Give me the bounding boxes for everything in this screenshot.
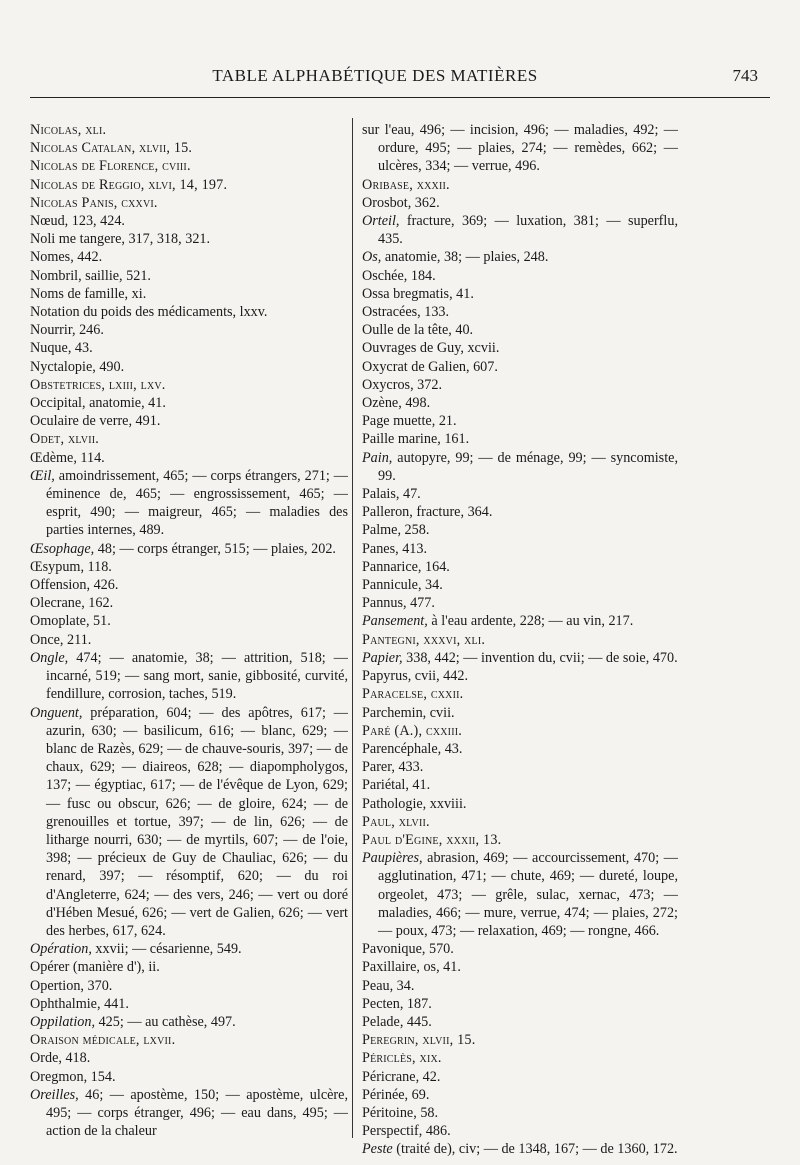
index-entry-text: Orde, 418. — [30, 1050, 91, 1067]
index-entry — [30, 303, 348, 321]
index-entry — [362, 776, 678, 794]
index-entry — [30, 1049, 348, 1067]
index-entry — [362, 667, 678, 685]
index-entry-head: Orteil, — [362, 213, 400, 230]
index-entry-text: Nomes, 442. — [30, 249, 103, 266]
index-entry-text: sur l'eau, 496; — incision, 496; — maladies, 492; — ordure, 495; — plaies, 274; — remèdes, 662; — ulcères, 334; — verrue, 496. — [362, 122, 678, 175]
index-entry-text: Paracelse, cxxii. — [362, 686, 464, 703]
index-entry — [30, 412, 348, 430]
index-entry — [362, 1049, 678, 1067]
index-entry — [30, 430, 348, 448]
index-entry-text: Pelade, 445. — [362, 1013, 432, 1030]
index-entry-text: Paré (A.), cxxiii. — [362, 722, 463, 739]
index-entry-text: Oribase, xxxii. — [362, 176, 450, 193]
index-entry-text: Omoplate, 51. — [30, 613, 111, 630]
index-entry-head: Œil, — [30, 467, 55, 484]
index-entry — [362, 449, 678, 485]
index-column-left — [30, 121, 348, 1140]
index-entry — [362, 1068, 678, 1086]
index-entry-text: Nicolas Panis, cxxvi. — [30, 194, 158, 211]
index-entry-text: Opérer (manière d'), ii. — [30, 959, 160, 976]
index-entry — [362, 376, 678, 394]
index-entry — [362, 303, 678, 321]
index-entry — [30, 157, 348, 175]
index-entry — [30, 467, 348, 540]
index-entry-text: Ouvrages de Guy, xcvii. — [362, 340, 500, 357]
index-entry — [362, 995, 678, 1013]
index-entry — [362, 831, 678, 849]
index-entry-text: Orosbot, 362. — [362, 194, 440, 211]
index-entry-text: Péritoine, 58. — [362, 1104, 439, 1121]
index-entry-text: Noli me tangere, 317, 318, 321. — [30, 231, 211, 248]
index-entry-head: Papier, — [362, 649, 403, 666]
index-entry-text: Nœud, 123, 424. — [30, 213, 125, 230]
index-entry-text: Parencéphale, 43. — [362, 740, 463, 757]
index-entry — [362, 521, 678, 539]
index-entry-text: Obstetrices, lxiii, lxv. — [30, 376, 166, 393]
index-entry — [362, 267, 678, 285]
index-entry — [30, 139, 348, 157]
index-entry — [362, 212, 678, 248]
index-entry-text: Paul d'Egine, xxxii, 13. — [362, 831, 502, 848]
index-entry — [362, 958, 678, 976]
index-entry — [362, 594, 678, 612]
index-entry-text: Oculaire de verre, 491. — [30, 413, 161, 430]
index-entry — [362, 394, 678, 412]
index-entry-text: Pantegni, xxxvi, xli. — [362, 631, 486, 648]
index-entry-text: Palleron, fracture, 364. — [362, 504, 493, 521]
index-entry — [362, 1140, 678, 1158]
index-entry-head: Onguent, — [30, 704, 83, 721]
index-entry-text: Pecten, 187. — [362, 995, 432, 1012]
index-entry-text: Palme, 258. — [362, 522, 430, 539]
index-entry — [362, 1031, 678, 1049]
index-entry — [362, 121, 678, 176]
index-entry-head: Opération, — [30, 941, 92, 958]
index-entry-text: Ozène, 498. — [362, 395, 431, 412]
index-entry-text: Oraison médicale, lxvii. — [30, 1032, 176, 1049]
index-entry — [362, 977, 678, 995]
index-entry-text: Palais, 47. — [362, 486, 421, 503]
index-entry — [362, 358, 678, 376]
index-entry-head: Oreilles, — [30, 1086, 79, 1103]
index-entry — [30, 449, 348, 467]
index-entry — [362, 795, 678, 813]
index-entry — [30, 121, 348, 139]
index-entry-text: Pannarice, 164. — [362, 558, 450, 575]
index-entry — [30, 631, 348, 649]
index-entry — [362, 194, 678, 212]
index-entry-text: Péricrane, 42. — [362, 1068, 441, 1085]
index-entry — [362, 176, 678, 194]
page-number: 743 — [732, 66, 758, 85]
index-entry-head: Ongle, — [30, 649, 69, 666]
index-entry — [362, 412, 678, 430]
index-entry — [30, 1013, 348, 1031]
index-entry — [30, 339, 348, 357]
index-entry-text: Panes, 413. — [362, 540, 428, 557]
index-entry-text: Nicolas de Florence, cviii. — [30, 158, 191, 175]
index-entry-text: autopyre, 99; — de ménage, 99; — syncomiste, 99. — [378, 449, 678, 484]
index-entry-head: Pain, — [362, 449, 393, 466]
index-entry — [30, 612, 348, 630]
index-entry — [30, 230, 348, 248]
index-entry-text: Perspectif, 486. — [362, 1123, 451, 1140]
index-entry-text: Offension, 426. — [30, 577, 119, 594]
index-entry-text: Olecrane, 162. — [30, 595, 114, 612]
index-entry-text: Pannicule, 34. — [362, 577, 443, 594]
index-entry — [362, 685, 678, 703]
index-entry-text: Périclès, xix. — [362, 1050, 442, 1067]
index-entry-text: Pavonique, 570. — [362, 941, 454, 958]
index-entry — [30, 394, 348, 412]
index-entry-text: Pathologie, xxviii. — [362, 795, 467, 812]
index-entry-text: Odet, xlvii. — [30, 431, 100, 448]
index-entry-text: fracture, 369; — luxation, 381; — superflu, 435. — [378, 213, 678, 248]
index-entry — [362, 631, 678, 649]
index-entry — [30, 576, 348, 594]
index-entry — [30, 704, 348, 941]
index-entry-text: Oxycros, 372. — [362, 376, 442, 393]
index-entry-text: Nyctalopie, 490. — [30, 358, 125, 375]
index-entry-head: Pansement, — [362, 613, 428, 630]
index-entry-text: Peau, 34. — [362, 977, 415, 994]
index-entry — [30, 1031, 348, 1049]
index-entry — [362, 558, 678, 576]
index-entry-head: Paupières, — [362, 850, 423, 867]
index-entry-text: Once, 211. — [30, 631, 92, 648]
index-entry-text: (traité de), civ; — de 1348, 167; — de 1360, 172. — [392, 1141, 678, 1158]
index-entry-text: 425; — au cathèse, 497. — [95, 1013, 236, 1030]
index-entry — [30, 212, 348, 230]
index-entry — [30, 267, 348, 285]
index-entry-text: Nicolas de Reggio, xlvi, 14, 197. — [30, 176, 228, 193]
index-entry-text: Paul, xlvii. — [362, 813, 430, 830]
index-entry — [30, 321, 348, 339]
index-entry-text: Nuque, 43. — [30, 340, 93, 357]
index-column-right — [362, 121, 678, 1159]
index-entry-text: Ophthalmie, 441. — [30, 995, 129, 1012]
index-entry-text: Périnée, 69. — [362, 1086, 430, 1103]
index-entry — [362, 649, 678, 667]
index-entry-text: 46; — apostème, 150; — apostème, ulcère, 495; — corps étranger, 496; — eau dans, 495; — action de la chaleur — [46, 1086, 348, 1140]
index-entry-text: 48; — corps étranger, 515; — plaies, 202. — [94, 540, 336, 557]
index-entry-text: Paille marine, 161. — [362, 431, 470, 448]
index-entry-text: Opertion, 370. — [30, 977, 113, 994]
index-entry-text: 338, 442; — invention du, cvii; — de soie, 470. — [402, 649, 678, 666]
index-entry — [30, 1068, 348, 1086]
index-entry-text: anatomie, 38; — plaies, 248. — [381, 249, 549, 266]
index-entry — [362, 339, 678, 357]
index-entry-text: xxvii; — césarienne, 549. — [91, 941, 242, 958]
index-entry — [30, 995, 348, 1013]
index-entry — [30, 558, 348, 576]
running-title: TABLE ALPHABÉTIQUE DES MATIÈRES — [212, 66, 538, 85]
index-entry — [30, 940, 348, 958]
index-entry-text: Occipital, anatomie, 41. — [30, 395, 166, 412]
index-entry — [30, 977, 348, 995]
index-entry-head: Peste — [362, 1141, 393, 1158]
index-entry-head: Oppilation, — [30, 1013, 96, 1030]
page-header — [30, 66, 770, 90]
index-entry-text: Noms de famille, xi. — [30, 285, 147, 302]
index-entry — [30, 594, 348, 612]
index-entry-text: abrasion, 469; — accourcissement, 470; — agglutination, 471; — chute, 469; — dureté, loupe, orgeolet, 473; — grêle, sulac, xernac, 473; — maladies, 466; — mure, verrue, 474; — plaies, 272; — poux, 473; — relaxation, 469; — rongne, 466. — [378, 850, 678, 939]
index-entry — [362, 1104, 678, 1122]
index-entry-text: Nombril, saillie, 521. — [30, 267, 151, 284]
index-entry-text: Ostracées, 133. — [362, 304, 450, 321]
index-entry — [30, 285, 348, 303]
index-entry — [362, 940, 678, 958]
index-entry-text: Œdème, 114. — [30, 449, 105, 466]
index-entry-text: Nicolas Catalan, xlvii, 15. — [30, 140, 193, 157]
index-entry-text: Oulle de la tête, 40. — [362, 322, 474, 339]
index-entry-text: Nourrir, 246. — [30, 322, 104, 339]
index-entry — [30, 649, 348, 704]
index-entry-text: à l'eau ardente, 228; — au vin, 217. — [427, 613, 634, 630]
index-entry — [362, 1122, 678, 1140]
index-entry-text: Ossa bregmatis, 41. — [362, 285, 474, 302]
index-entry-text: Pariétal, 41. — [362, 777, 431, 794]
header-rule — [30, 97, 770, 98]
index-entry-text: Nicolas, xli. — [30, 122, 107, 138]
index-entry-text: Oregmon, 154. — [30, 1068, 116, 1085]
index-entry-text: Oschée, 184. — [362, 267, 436, 284]
index-entry — [30, 376, 348, 394]
index-entry — [362, 612, 678, 630]
index-entry — [30, 176, 348, 194]
index-entry-text: Peregrin, xlvii, 15. — [362, 1032, 476, 1049]
index-entry-text: 474; — anatomie, 38; — attrition, 518; — incarné, 519; — sang mort, sanie, gibbosité, curvité, fendillure, corrosion, taches, 519. — [46, 649, 348, 703]
index-entry-text: Œsypum, 118. — [30, 558, 112, 575]
index-entry-text: Parchemin, cvii. — [362, 704, 455, 721]
index-entry-head: Os, — [362, 249, 382, 266]
index-entry-text: préparation, 604; — des apôtres, 617; — azurin, 630; — basilicum, 616; — blanc, 629; — blanc de Razès, 629; — de chauve-souris, 397; — de chaux, 629; — diaireos, 628; — diapompholygos, 137; — égyptiac, 617; — de l'évêque de Lyon, 629; — fusc ou obscur, 626; — de gloire, 624; — de grenouilles et tortue, 397; — de lin, 626; — de litharge nourri, 630; — de myrtils, 607; — de l'oie, 398; — précieux de Guy de Chauliac, 626; — du renard, 397; — résomptif, 620; — du roi d'Angleterre, 624; — des vers, 246; — vert ou doré d'Hében Mesué, 626; — vert de Galien, 626; — vert des herbes, 617, 624. — [46, 704, 348, 939]
index-entry — [362, 503, 678, 521]
index-entry-text: Pannus, 477. — [362, 595, 435, 612]
index-entry — [362, 1013, 678, 1031]
index-entry — [362, 758, 678, 776]
index-entry-text: Parer, 433. — [362, 759, 424, 776]
index-entry — [30, 958, 348, 976]
index-entry-text: Notation du poids des médicaments, lxxv. — [30, 304, 268, 321]
index-entry — [30, 540, 348, 558]
index-entry — [362, 576, 678, 594]
index-entry — [362, 740, 678, 758]
index-entry-text: Paxillaire, os, 41. — [362, 959, 461, 976]
index-entry — [362, 849, 678, 940]
index-entry — [30, 248, 348, 266]
index-entry — [362, 321, 678, 339]
index-entry — [362, 704, 678, 722]
index-entry — [362, 485, 678, 503]
index-entry-text: amoindrissement, 465; — corps étrangers, 271; — éminence de, 465; — engrossissement, 465; — esprit, 490; — maigreur, 465; — maladies des parties internes, 489. — [46, 467, 348, 539]
index-entry-text: Oxycrat de Galien, 607. — [362, 358, 498, 375]
index-entry — [362, 430, 678, 448]
index-entry-head: Œsophage, — [30, 540, 95, 557]
index-entry — [30, 358, 348, 376]
index-entry — [362, 540, 678, 558]
index-entry — [362, 285, 678, 303]
index-entry-text: Papyrus, cvii, 442. — [362, 668, 469, 685]
index-entry — [362, 813, 678, 831]
index-entry — [362, 248, 678, 266]
index-entry — [362, 1086, 678, 1104]
index-entry — [30, 1086, 348, 1141]
index-entry-text: Page muette, 21. — [362, 413, 457, 430]
index-entry — [362, 722, 678, 740]
column-divider — [352, 118, 353, 1138]
index-entry — [30, 194, 348, 212]
